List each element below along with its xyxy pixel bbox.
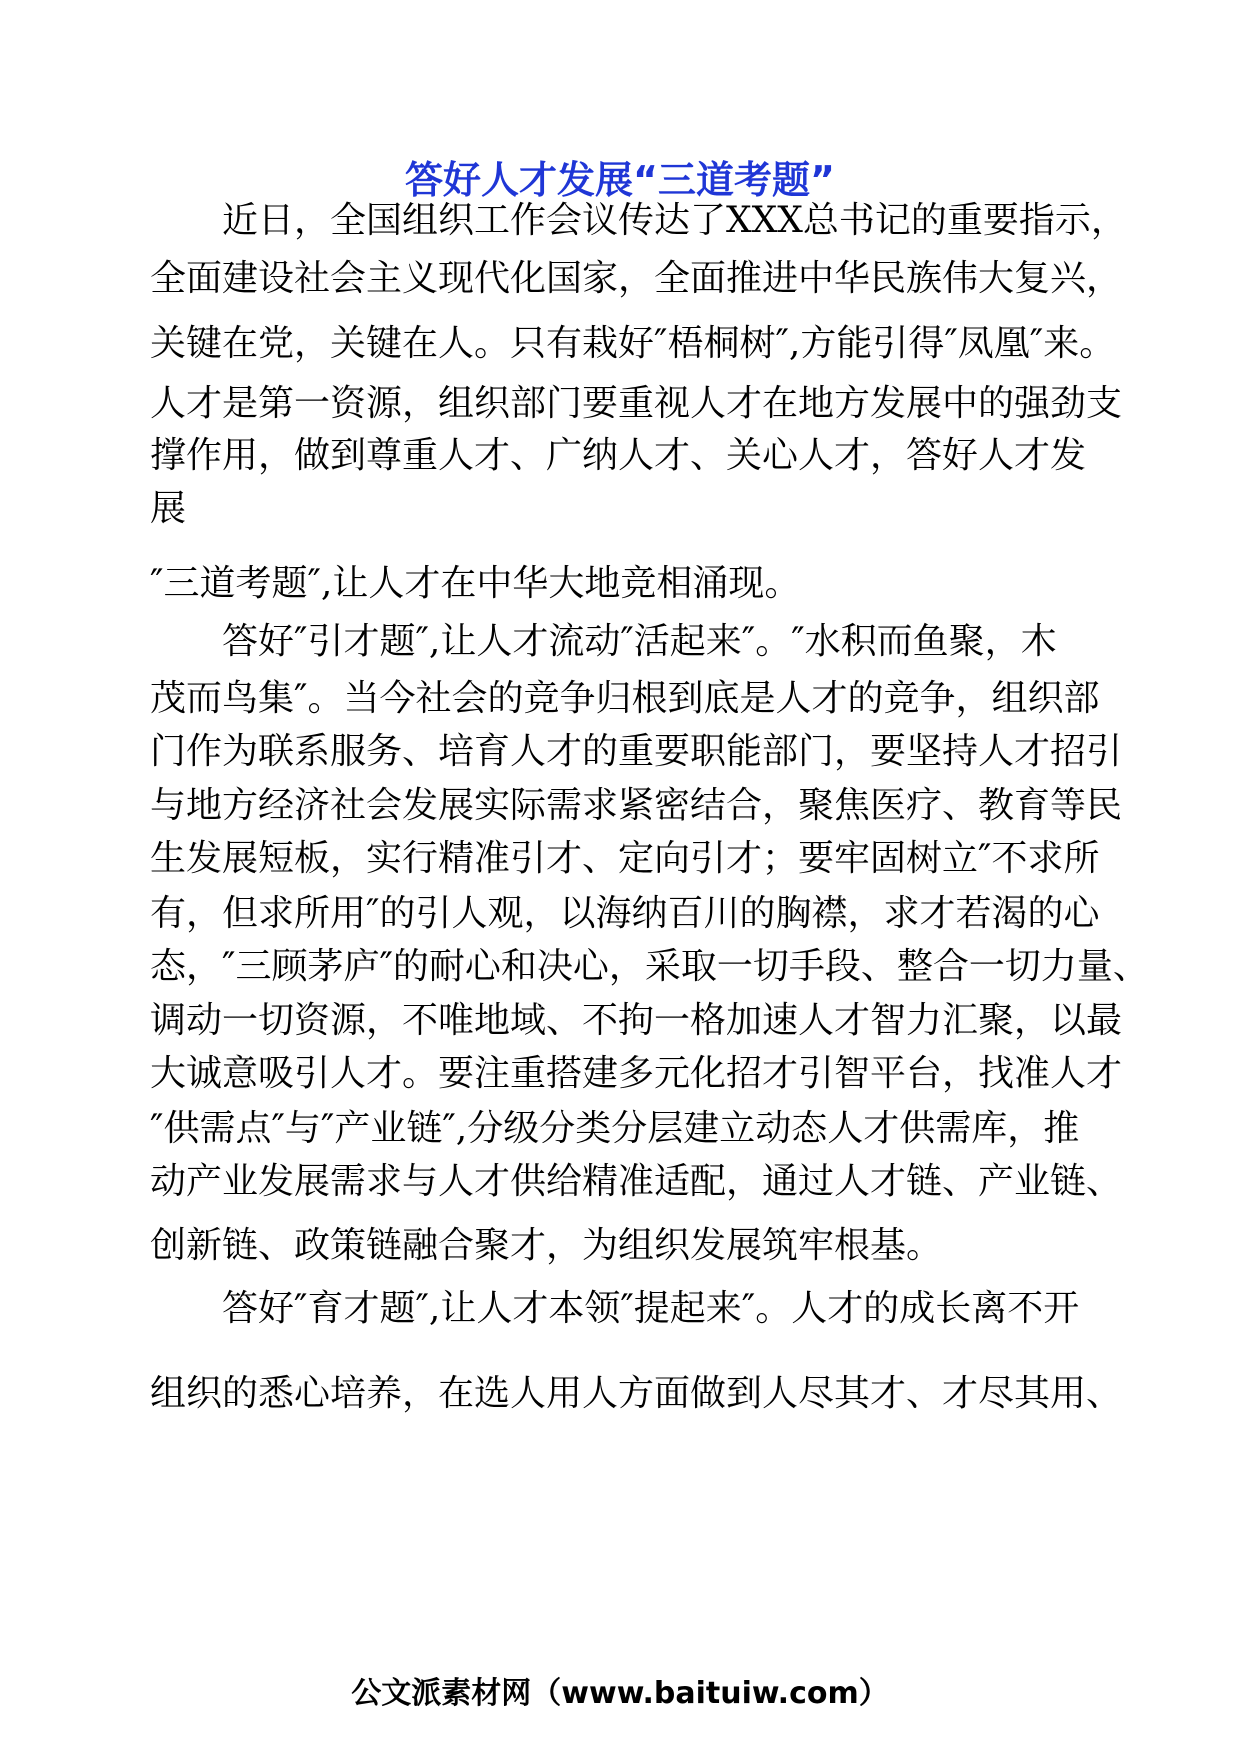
footer-source: 公文派素材网（www.baituiw.com） [351,1676,889,1711]
text-line: 人才是第一资源，组织部门要重视人才在地方发展中的强劲支 [150,383,1123,424]
text-line: 近日，全国组织工作会议传达了XXX总书记的重要指示， [150,200,1127,241]
text-line: 调动一切资源，不唯地域、不拘一格加速人才智力汇聚，以最 [150,1000,1123,1041]
text-line: ″三道考题″,让人才在中华大地竞相涌现。 [150,563,801,604]
text-line: 门作为联系服务、培育人才的重要职能部门，要坚持人才招引 [150,731,1123,772]
text-line: 动产业发展需求与人才供给精准适配，通过人才链、产业链、 [150,1161,1123,1202]
text-line: 与地方经济社会发展实际需求紧密结合，聚焦医疗、教育等民 [150,785,1123,826]
text-line: 答好″育才题″,让人才本领″提起来″。人才的成长离不开 [150,1288,1080,1329]
document-title: 答好人才发展“三道考题” [405,158,835,202]
text-line: 答好″引才题″,让人才流动″活起来″。″水积而鱼聚，木 [150,621,1057,662]
text-line: 创新链、政策链融合聚才，为组织发展筑牢根基。 [150,1225,943,1266]
text-line: 关键在党，关键在人。只有栽好″梧桐树″,方能引得″凤凰″来。 [150,323,1116,364]
text-line: 有，但求所用″的引人观，以海纳百川的胸襟，求才若渴的心 [150,893,1100,934]
text-line: 茂而鸟集″。当今社会的竞争归根到底是人才的竞争，组织部 [150,678,1100,719]
text-line: 组织的悉心培养，在选人用人方面做到人尽其才、才尽其用、 [150,1373,1123,1414]
text-line: 生发展短板，实行精准引才、定向引才；要牢固树立″不求所 [150,838,1100,879]
text-line: ″供需点″与″产业链″,分级分类分层建立动态人才供需库，推 [150,1108,1080,1149]
text-line: 大诚意吸引人才。要注重搭建多元化招才引智平台，找准人才 [150,1053,1123,1094]
text-line: 态，″三顾茅庐″的耐心和决心，采取一切手段、整合一切力量、 [150,946,1149,987]
text-line: 全面建设社会主义现代化国家，全面推进中华民族伟大复兴， [150,258,1123,299]
text-line: 撑作用，做到尊重人才、广纳人才、关心人才，答好人才发 [150,435,1087,476]
text-line: 展 [150,488,187,529]
